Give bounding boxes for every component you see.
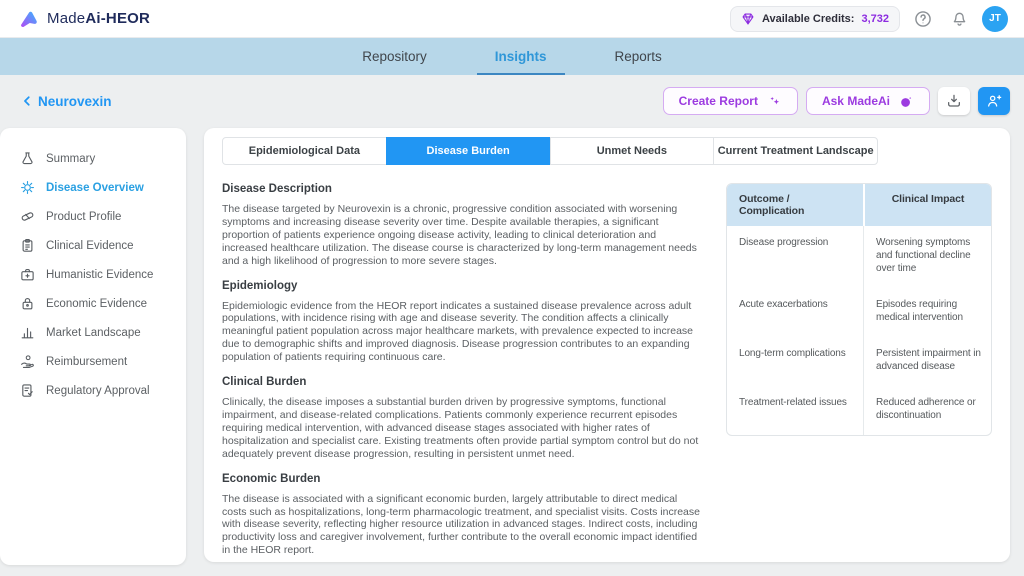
credits-label: Available Credits:: [761, 12, 855, 25]
section-body-clinical-burden: Clinically, the disease imposes a substantial burden driven by progressive symptoms, functional impairment, and disease-related complications. Patients commonly experience recurrent episodes requiring medical intervention, with advanced disease stages associated with higher rates of hospitalization and specialist care. Existing treatments often provide partial symptom control but do not adequately prevent disease progression, resulting in persistent unmet need.: [222, 396, 699, 460]
section-heading-epidemiology: Epidemiology: [222, 279, 298, 292]
create-report-button[interactable]: [663, 87, 798, 115]
sidebar-item-disease-overview[interactable]: [0, 173, 186, 202]
section-body-economic-burden: The disease is associated with a significant economic burden, largely attributable to direct medical costs such as hospitalizations, long-term pharmacologic treatment, and specialist visits. Costs increase with disease severity, reflecting higher resource utilization in advanced stages. Indirect costs, including productivity loss and caregiver involvement, further contribute to the overall economic impact identified in the HEOR report.: [222, 492, 700, 557]
main-nav: [0, 38, 1024, 75]
cell-outcome: Acute exacerbations: [739, 299, 828, 310]
sidebar-item-humanistic-evidence[interactable]: [0, 260, 186, 289]
clipboard-icon: [20, 238, 35, 253]
sidebar-item-summary[interactable]: [0, 144, 186, 173]
impact-table-header: [727, 184, 991, 226]
brand-made: Made: [47, 10, 86, 27]
hand-coin-icon: [20, 354, 35, 369]
back-label: Neurovexin: [38, 93, 112, 109]
brand: [16, 8, 150, 30]
brand-ai: Ai: [85, 10, 101, 27]
sidebar-item-label: Humanistic Evidence: [46, 268, 154, 281]
section-body-epidemiology: Epidemiologic evidence from the HEOR report indicates a sustained disease prevalence across adult populations, with incidence rising with age and disease severity. The condition affects a clinically meaningful patient population across major healthcare markets, with prevalence expected to increase due to demographic shifts and improved diagnosis. Disease progression contributes to an expanding population of patients requiring continuous care.: [222, 299, 694, 364]
sidebar-item-regulatory-approval[interactable]: [0, 376, 186, 405]
add-person-button[interactable]: [978, 87, 1010, 115]
sidebar-item-label: Clinical Evidence: [46, 239, 134, 252]
sidebar-item-market-landscape[interactable]: [0, 318, 186, 347]
cell-impact: Worsening symptoms and functional decline over time: [863, 226, 991, 288]
cell-impact: Reduced adherence or discontinuation: [863, 386, 991, 435]
sidebar-item-reimbursement[interactable]: [0, 347, 186, 376]
briefcase-cross-icon: [20, 267, 35, 282]
help-button[interactable]: [910, 6, 936, 32]
lock-icon: [20, 296, 35, 311]
tab-unmet-needs[interactable]: Unmet Needs: [550, 137, 715, 165]
sidebar-item-product-profile[interactable]: [0, 202, 186, 231]
download-icon: [946, 93, 962, 109]
section-body-disease-description: The disease targeted by Neurovexin is a chronic, progressive condition associated with worsening symptoms and increasing disease severity over time. Despite available therapies, a significant proportion of patients experience ongoing disease activity, leading to clinical deterioration and increased healthcare utilization. The disease course is characterized by long-term management needs and a high likelihood of progression to more severe stages.: [222, 203, 697, 267]
cell-outcome: Long-term complications: [739, 348, 846, 359]
brand-title: [47, 10, 150, 27]
main-panel: [204, 128, 1010, 562]
impact-table-header-outcome: Outcome / Complication: [739, 193, 805, 217]
section-heading-economic-burden: Economic Burden: [222, 472, 321, 485]
ai-chat-icon: [899, 94, 914, 109]
nav-tab-reports[interactable]: Reports: [614, 49, 662, 64]
content-body: [222, 183, 992, 557]
pill-icon: [20, 209, 35, 224]
sidebar: [0, 128, 186, 565]
toolbar-actions: [663, 87, 1010, 115]
nav-tab-repository[interactable]: Repository: [362, 49, 427, 64]
notifications-button[interactable]: [946, 6, 972, 32]
sidebar-item-label: Regulatory Approval: [46, 384, 150, 397]
sidebar-item-economic-evidence[interactable]: [0, 289, 186, 318]
sidebar-item-label: Reimbursement: [46, 355, 128, 368]
cell-impact: Episodes requiring medical intervention: [863, 288, 991, 337]
chevron-left-icon: [20, 94, 34, 108]
ask-madeai-button[interactable]: [806, 87, 930, 115]
sidebar-item-clinical-evidence[interactable]: [0, 231, 186, 260]
impact-table-header-impact: Clinical Impact: [863, 184, 991, 226]
virus-icon: [20, 180, 35, 195]
flask-icon: [20, 151, 35, 166]
bar-chart-icon: [20, 325, 35, 340]
cell-outcome: Treatment-related issues: [739, 397, 847, 408]
person-plus-icon: [986, 93, 1002, 109]
credits-value: 3,732: [861, 12, 889, 25]
table-row: [727, 226, 991, 288]
sidebar-item-label: Disease Overview: [46, 181, 144, 194]
cell-outcome: Disease progression: [739, 237, 829, 248]
download-button[interactable]: [938, 87, 970, 115]
sidebar-item-label: Product Profile: [46, 210, 122, 223]
tab-disease-burden[interactable]: Disease Burden: [386, 137, 551, 165]
avatar[interactable]: JT: [982, 6, 1008, 32]
back-link[interactable]: [20, 94, 112, 109]
cell-impact: Persistent impairment in advanced disease: [863, 337, 991, 386]
sidebar-item-label: Summary: [46, 152, 96, 165]
create-report-label: Create Report: [678, 94, 758, 108]
section-heading-disease-description: Disease Description: [222, 183, 332, 195]
toolbar: [20, 86, 1010, 116]
ask-madeai-label: Ask MadeAi: [821, 94, 890, 108]
table-row: [727, 337, 991, 386]
section-heading-clinical-burden: Clinical Burden: [222, 376, 307, 389]
table-row: [727, 386, 991, 435]
document-check-icon: [20, 383, 35, 398]
brand-suffix: -HEOR: [100, 10, 151, 27]
app-header: [0, 0, 1024, 38]
impact-table: [726, 183, 992, 436]
nav-tab-insights[interactable]: Insights: [461, 38, 581, 75]
credits-badge: [730, 6, 900, 32]
disease-burden-text: [222, 183, 700, 557]
gem-icon: [741, 12, 755, 26]
logo-icon: [16, 8, 40, 30]
tab-current-treatment-landscape[interactable]: Current Treatment Landscape: [713, 137, 878, 165]
help-icon: [913, 9, 933, 29]
bell-icon: [950, 9, 969, 28]
sparkles-icon: [767, 94, 782, 109]
content-tabs: [222, 137, 878, 165]
tab-epidemiological-data[interactable]: Epidemiological Data: [222, 137, 387, 165]
header-actions: [730, 6, 1008, 32]
sidebar-item-label: Economic Evidence: [46, 297, 147, 310]
sidebar-item-label: Market Landscape: [46, 326, 141, 339]
table-row: [727, 288, 991, 337]
